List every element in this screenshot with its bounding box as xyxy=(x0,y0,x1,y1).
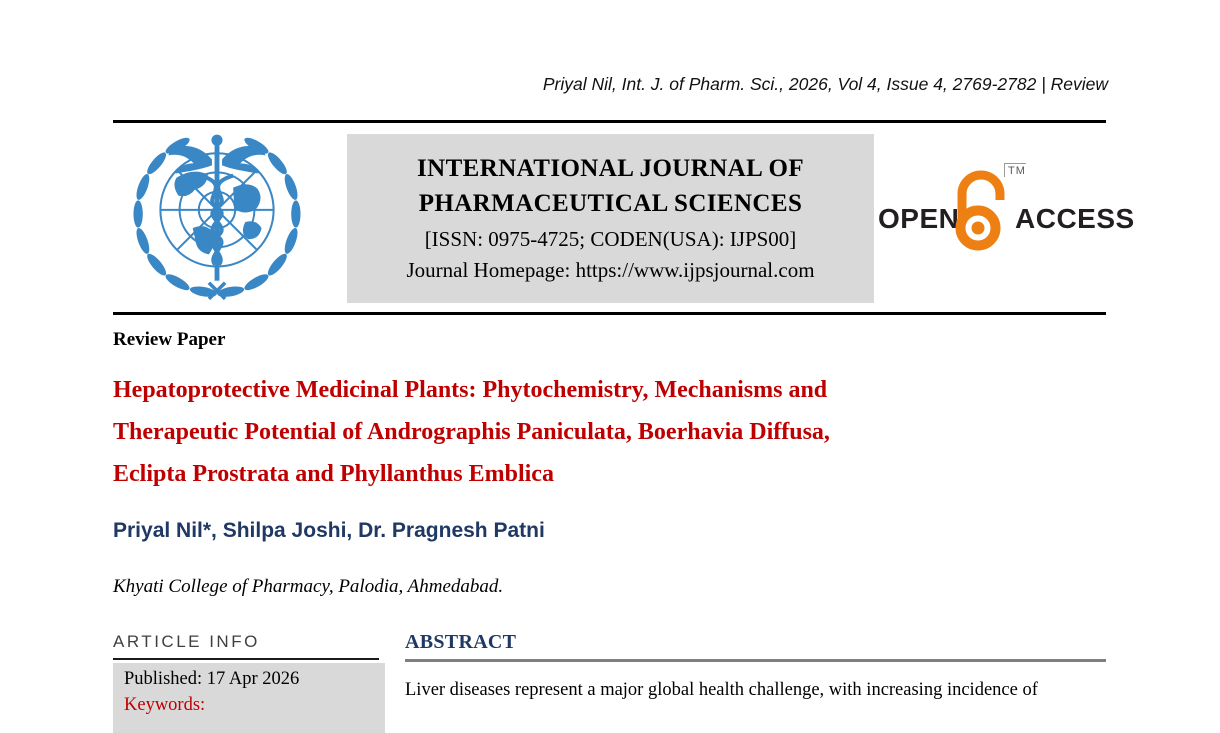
article-info-heading: ARTICLE INFO xyxy=(113,632,260,651)
trademark-label: TM xyxy=(1004,163,1026,177)
running-head-citation: Priyal Nil, Int. J. of Pharm. Sci., 2026, Vol 4, Issue 4, 2769-2782 | Review xyxy=(542,74,1108,94)
article-title-line3: Eclipta Prostrata and Phyllanthus Emblica xyxy=(113,461,554,487)
keywords-label: Keywords: xyxy=(124,695,206,715)
journal-homepage-url: Journal Homepage: https://www.ijpsjournal.com xyxy=(406,258,815,282)
article-title xyxy=(113,369,1118,495)
article-info-section xyxy=(113,632,385,733)
article-info-rule xyxy=(113,658,379,660)
open-access-access-label: ACCESS xyxy=(1015,203,1135,234)
masthead-rule xyxy=(113,312,1106,315)
article-type-label: Review Paper xyxy=(113,329,226,350)
abstract-rule xyxy=(405,659,1106,662)
who-globe-caduceus-logo xyxy=(126,131,308,303)
top-rule xyxy=(113,120,1106,123)
article-authors: Priyal Nil*, Shilpa Joshi, Dr. Pragnesh Patni xyxy=(113,519,545,542)
article-title-line2: Therapeutic Potential of Andrographis Paniculata, Boerhavia Diffusa, xyxy=(113,419,830,445)
abstract-heading: ABSTRACT xyxy=(405,631,517,653)
abstract-text: Liver diseases represent a major global health challenge, with increasing incidence of xyxy=(405,680,1038,700)
journal-masthead-panel xyxy=(347,134,874,303)
article-info-panel xyxy=(113,663,385,733)
abstract-section xyxy=(405,631,1106,705)
article-title-line1: Hepatoprotective Medicinal Plants: Phytochemistry, Mechanisms and xyxy=(113,377,828,403)
journal-issn-coden: [ISSN: 0975-4725; CODEN(USA): IJPS00] xyxy=(424,227,797,251)
journal-logo xyxy=(126,131,308,303)
published-date: Published: 17 Apr 2026 xyxy=(124,669,300,689)
open-access-open-label: OPEN xyxy=(878,203,960,234)
article-affiliation: Khyati College of Pharmacy, Palodia, Ahmedabad. xyxy=(113,576,504,597)
journal-title-line2: PHARMACEUTICAL SCIENCES xyxy=(418,190,803,217)
open-access-logo xyxy=(878,162,1135,257)
journal-title-line1: INTERNATIONAL JOURNAL OF xyxy=(417,155,804,182)
